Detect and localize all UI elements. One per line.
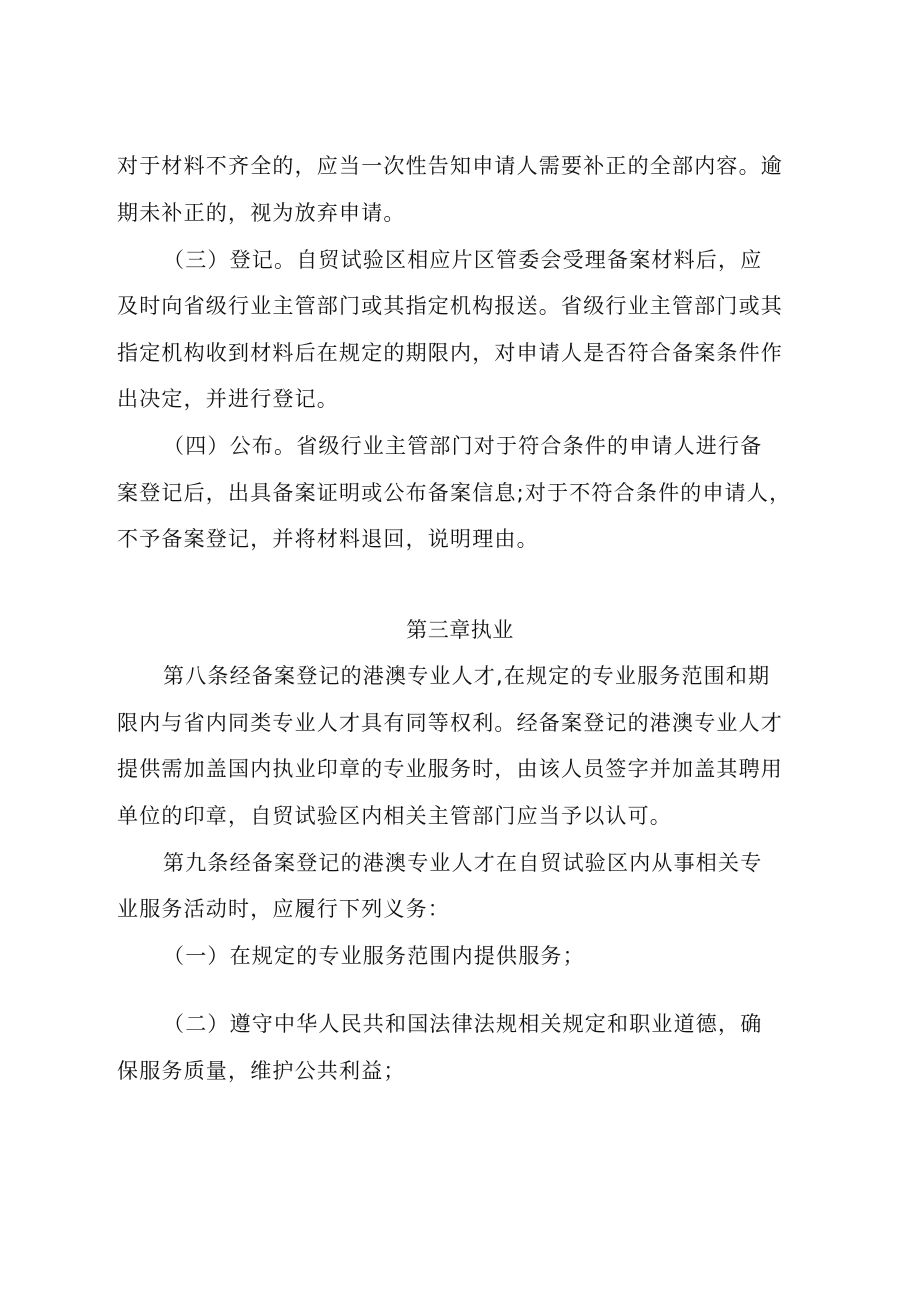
obligation-2-line: （二）遵守中华人民共和国法律法规相关规定和职业道德，确 [163,1012,763,1036]
paragraph-line: 案登记后，出具备案证明或公布备案信息;对于不符合条件的申请人， [117,481,792,505]
obligation-1-line: （一）在规定的专业服务范围内提供服务； [163,944,585,968]
paragraph-line: 及时向省级行业主管部门或其指定机构报送。省级行业主管部门或其 [117,294,783,318]
section-4-publication-line: （四）公布。省级行业主管部门对于符合条件的申请人进行备 [163,434,763,458]
paragraph-line: 提供需加盖国内执业印章的专业服务时，由该人员签字并加盖其聘用 [117,757,783,781]
paragraph-line: 指定机构收到材料后在规定的期限内，对申请人是否符合备案条件作 [117,341,783,365]
paragraph-line: 单位的印章，自贸试验区内相关主管部门应当予以认可。 [117,804,672,828]
paragraph-line: 保服务质量，维护公共利益； [117,1059,406,1083]
paragraph-line: 对于材料不齐全的，应当一次性告知申请人需要补正的全部内容。逾 [117,154,783,178]
section-3-registration-line: （三）登记。自贸试验区相应片区管委会受理备案材料后，应 [163,248,763,272]
chapter-heading: 第三章执业 [406,618,514,642]
paragraph-line: 期未补正的，视为放弃申请。 [117,201,406,225]
paragraph-line: 出决定，并进行登记。 [117,387,339,411]
paragraph-line: 业服务活动时，应履行下列义务： [117,897,450,921]
paragraph-line: 不予备案登记，并将材料退回，说明理由。 [117,527,539,551]
article-8-line: 第八条经备案登记的港澳专业人才,在规定的专业服务范围和期 [163,664,771,688]
paragraph-line: 限内与省内同类专业人才具有同等权利。经备案登记的港澳专业人才 [117,711,783,735]
article-9-line: 第九条经备案登记的港澳专业人才在自贸试验区内从事相关专 [163,851,763,875]
